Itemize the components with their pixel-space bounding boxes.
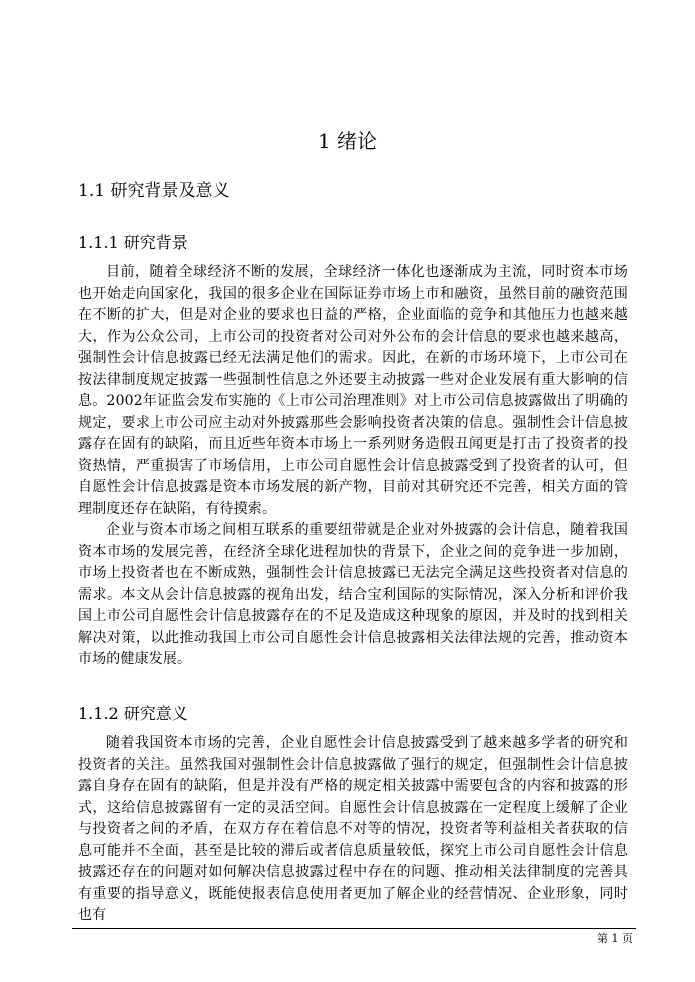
page-number: 第 1 页	[597, 932, 633, 945]
background-body	[78, 262, 628, 671]
section-heading: 1.1 研究背景及意义	[78, 181, 230, 201]
background-paragraph-1: 目前，随着全球经济不断的发展，全球经济一体化也逐渐成为主流，同时资本市场也开始走向国家化，我国的很多企业在国际证券市场上市和融资，虽然目前的融资范围在不断的扩大，但是对企业的要求也日益的严格，企业面临的竞争和其他压力也越来越大，作为公众公司，上市公司的投资者对公司对外公布的会计信息的要求也越来越高，强制性会计信息披露已经无法满足他们的需求。因此，在新的市场环境下，上市公司在按法律制度规定披露一些强制性信息之外还要主动披露一些对企业发展有重大影响的信息。2002年证监会发布实施的《上市公司治理准则》对上市公司信息披露做出了明确的规定，要求上市公司应主动对外披露那些会影响投资者决策的信息。强制性会计信息披露存在固有的缺陷，而且近些年资本市场上一系列财务造假丑闻更是打击了投资者的投资热情，严重损害了市场信用，上市公司自愿性会计信息披露受到了投资者的认可，但自愿性会计信息披露是资本市场发展的新产物，目前对其研究还不完善，相关方面的管理制度还存在缺陷，有待摸索。	[78, 264, 628, 517]
background-paragraph-2: 企业与资本市场之间相互联系的重要纽带就是企业对外披露的会计信息，随着我国资本市场的发展完善，在经济全球化进程加快的背景下，企业之间的竞争进一步加剧，市场上投资者也在不断成熟，强制性会计信息披露已无法完全满足这些投资者对信息的需求。本文从会计信息披露的视角出发，结合宝利国际的实际情况，深入分析和评价我国上市公司自愿性会计信息披露存在的不足及造成这种现象的原因，并及时的找到相关解决对策，以此推动我国上市公司自愿性会计信息披露相关法律法规的完善，推动资本市场的健康发展。	[78, 522, 628, 667]
significance-body	[78, 733, 628, 927]
subsection-heading-significance: 1.1.2 研究意义	[78, 704, 188, 723]
footer-rule	[72, 928, 636, 929]
subsection-heading-background: 1.1.1 研究背景	[78, 233, 188, 252]
significance-paragraph-1: 随着我国资本市场的完善，企业自愿性会计信息披露受到了越来越多学者的研究和投资者的关注。虽然我国对强制性会计信息披露做了强行的规定，但强制性会计信息披露自身存在固有的缺陷，但是并没有严格的规定相关披露中需要包含的内容和披露的形式，这给信息披露留有一定的灵活空间。自愿性会计信息披露在一定程度上缓解了企业与投资者之间的矛盾，在双方存在着信息不对等的情况，投资者等利益相关者获取的信息可能并不全面，甚至是比较的滞后或者信息质量较低，探究上市公司自愿性会计信息披露还存在的问题对如何解决信息披露过程中存在的问题、推动相关法律制度的完善具有重要的指导意义，既能使报表信息使用者更加了解企业的经营情况、企业形象，同时也有	[78, 735, 628, 923]
chapter-title: 1 绪论	[317, 129, 378, 153]
